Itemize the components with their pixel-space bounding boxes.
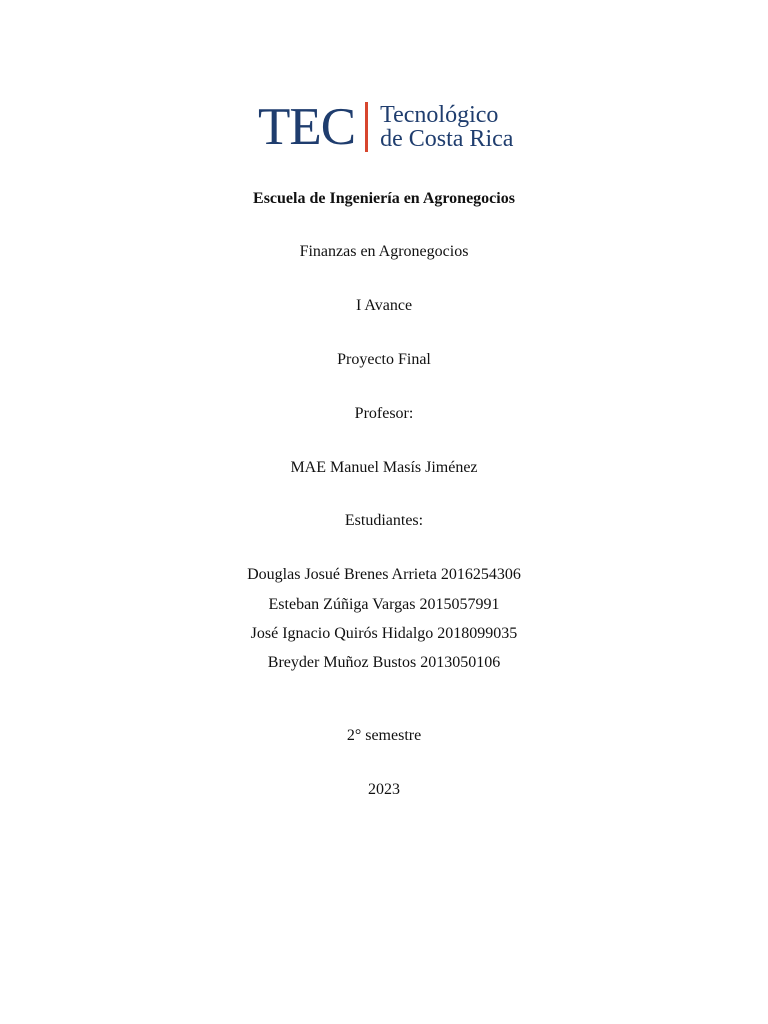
year: 2023 bbox=[368, 781, 400, 798]
logo-name-line2: de Costa Rica bbox=[380, 126, 514, 152]
professor-label: Profesor: bbox=[354, 405, 414, 422]
student-4: Breyder Muñoz Bustos 2013050106 bbox=[267, 654, 501, 671]
tec-logo bbox=[258, 100, 513, 154]
logo-mark: TEC bbox=[258, 98, 356, 156]
professor-name: MAE Manuel Masís Jiménez bbox=[290, 459, 478, 476]
semester: 2° semestre bbox=[346, 727, 422, 744]
logo-divider bbox=[365, 102, 368, 152]
student-3: José Ignacio Quirós Hidalgo 2018099035 bbox=[250, 625, 518, 642]
students-label: Estudiantes: bbox=[344, 512, 424, 529]
deliverable: I Avance bbox=[355, 297, 413, 314]
course-name: Finanzas en Agronegocios bbox=[299, 243, 469, 260]
project-title: Proyecto Final bbox=[337, 351, 431, 368]
logo-name-line1: Tecnológico bbox=[380, 102, 499, 128]
student-1: Douglas Josué Brenes Arrieta 2016254306 bbox=[247, 566, 521, 583]
student-2: Esteban Zúñiga Vargas 2015057991 bbox=[268, 596, 500, 613]
logo-name bbox=[380, 103, 513, 151]
school-title: Escuela de Ingeniería en Agronegocios bbox=[253, 190, 515, 207]
